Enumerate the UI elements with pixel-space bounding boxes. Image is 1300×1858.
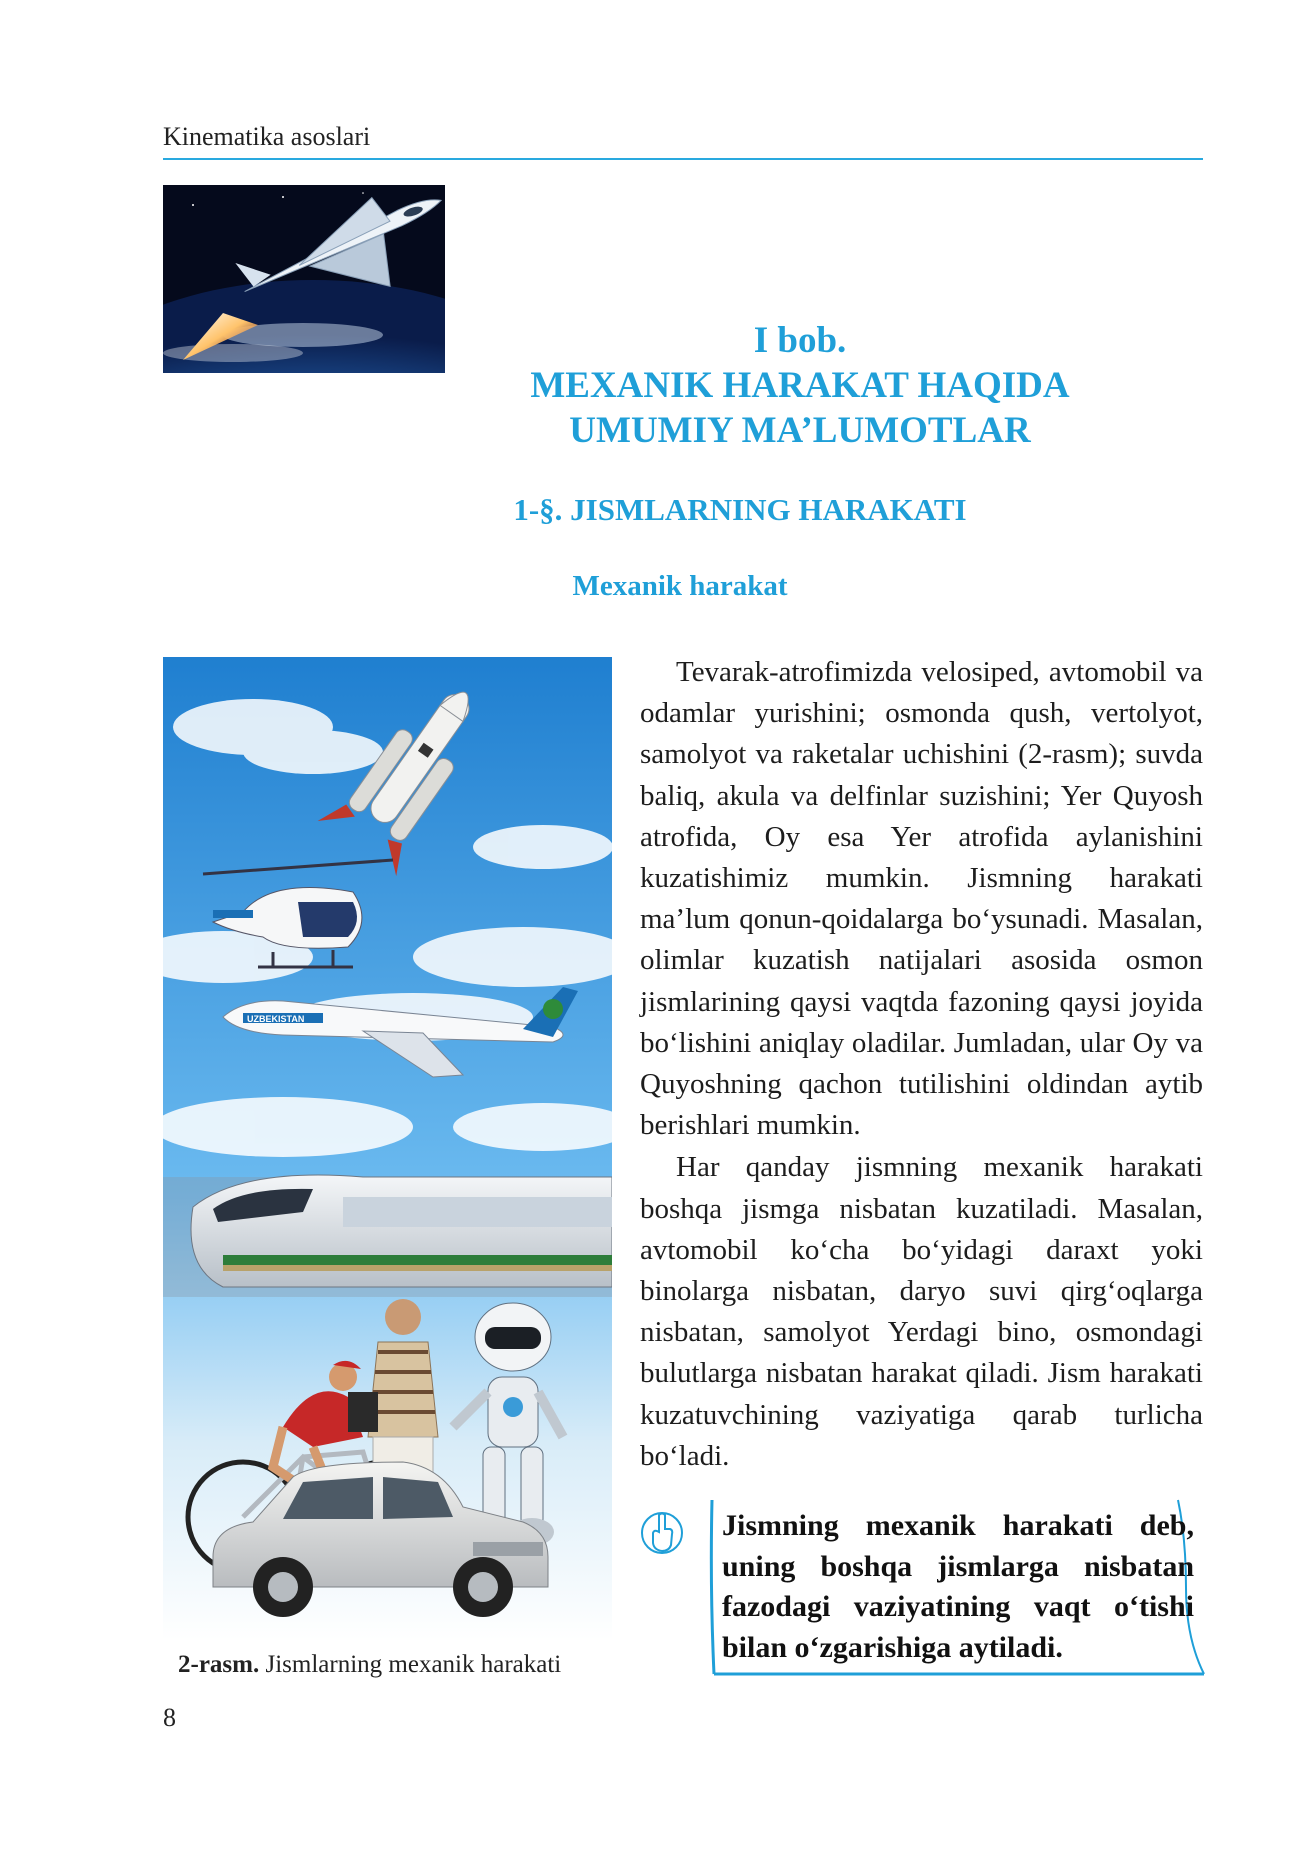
figure-label: 2-rasm. (178, 1651, 260, 1678)
motion-collage-illustration (163, 657, 612, 1640)
subsection-title: Mexanik harakat (572, 570, 788, 602)
header-divider (163, 158, 1203, 160)
body-text (640, 652, 1203, 1477)
figure-caption-text: Jismlarning mexanik harakati (259, 1651, 562, 1678)
page-number: 8 (163, 1703, 176, 1732)
chapter-title-line-2: UMUMIY MA’LUMOTLAR (569, 410, 1031, 451)
space-shuttle-illustration (163, 185, 445, 373)
definition-text: Jismning mexanik harakati deb, uning boshqa jismlarga nisbatan fazodagi vaziyatining vaqt o‘tishi bilan o‘zgarishiga aytiladi. (722, 1509, 1194, 1664)
airplane-livery-text: UZBEKISTAN (247, 1014, 305, 1024)
pointing-hand-icon (640, 1505, 684, 1561)
chapter-title (480, 318, 1120, 453)
chapter-title-line-1: MEXANIK HARAKAT HAQIDA (530, 365, 1070, 406)
paragraph-1: Tevarak-atrofimizda velosiped, avtomobil va odamlar yurishini; osmonda qush, vertolyot, samolyot va raketalar uchishini (2-rasm); suvda baliq, akula va delfinlar suzishini; Yer Quyosh atrofida, Oy esa Yer atrofida aylanishini kuzatishimiz mumkin. Jismning harakati ma’lum qonun-qoidalarga bo‘ysunadi. Masalan, olimlar kuzatish natijalari asosida osmon jismlarining qaysi vaqtda fazoning qaysi joyida bo‘lishini aniqlay oladilar. Jumladan, ular Oy va Quyoshning qachon tutilishini oldindan aytib berishlari mumkin. (640, 656, 1203, 1142)
running-head: Kinematika asoslari (163, 122, 371, 151)
section-title: 1-§. JISMLARNING HARAKATI (513, 492, 967, 527)
paragraph-2: Har qanday jismning mexanik harakati boshqa jismga nisbatan kuzatiladi. Masalan, avtomobil ko‘cha bo‘yidagi daraxt yoki binolarga nisbatan, daryo suvi qirg‘oqlarga nisbatan, samolyot Yerdagi bino, osmondagi bulutlarga nisbatan harakat qiladi. Jism harakati kuzatuvchining vaziyatiga qarab turlicha bo‘ladi. (640, 1151, 1203, 1472)
train-icon (163, 1175, 612, 1297)
chapter-number: I bob. (753, 320, 847, 361)
figure-caption (178, 1651, 561, 1679)
